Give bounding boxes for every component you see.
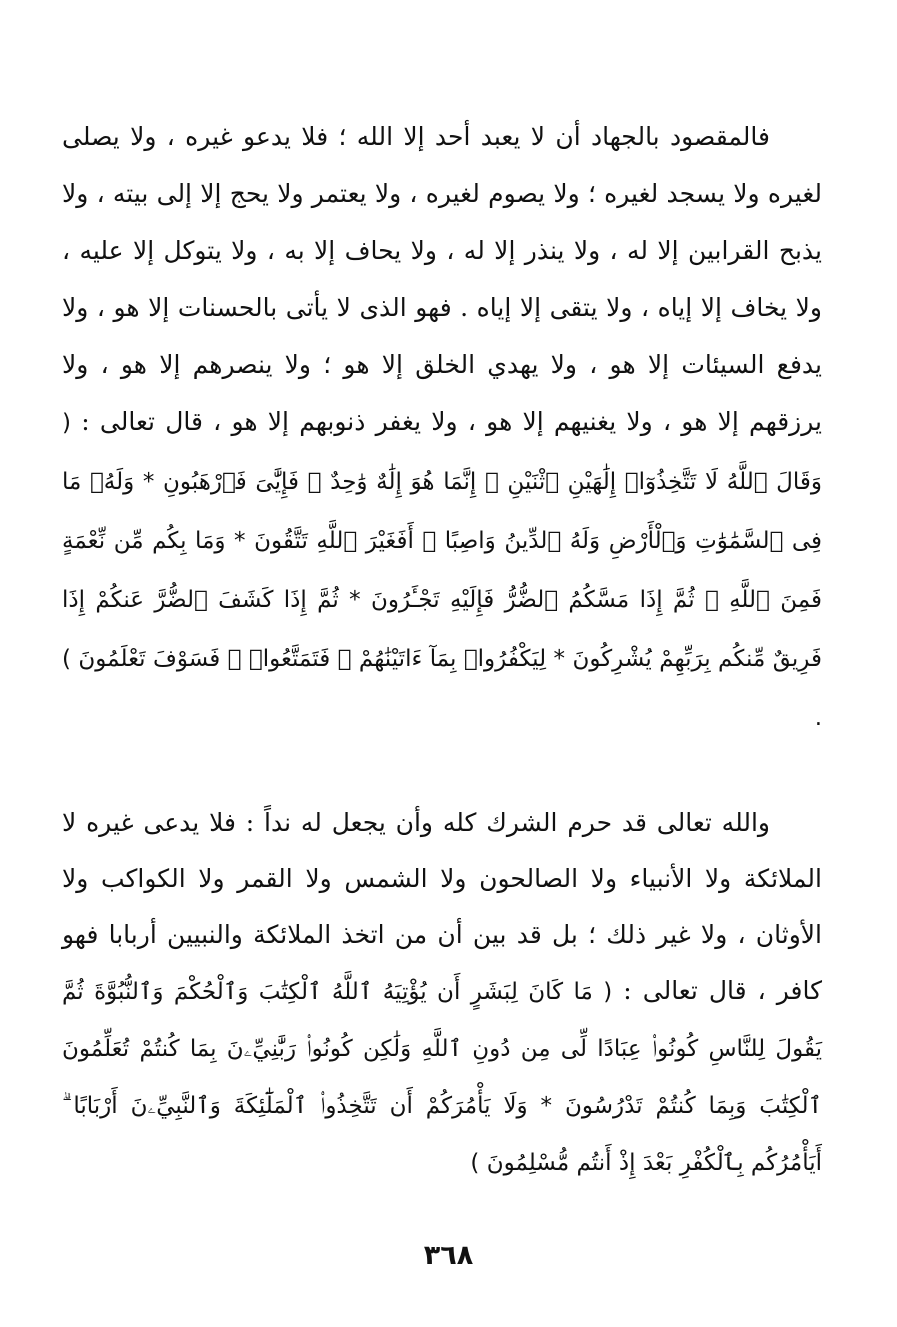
paragraph-1-text	[62, 108, 822, 747]
paragraph-1-prose: فالمقصود بالجهاد أن لا يعبد أحد إلا الله ؛ فلا يدعو غيره ، ولا يصلى لغيره ولا يسجد لغيره ؛ ولا يصوم لغيره ، ولا يعتمر ولا يحج إلا إلى بيته ، ولا يذبح القرابين إلا له ، ولا ينذر إلا له ، ولا يحاف إلا به ، ولا يتوكل إلا عليه ، ولا يخاف إلا إياه ، ولا يتقى إلا إياه . فهو الذى لا يأتى بالحسنات إلا هو ، ولا يدفع السيئات إلا هو ، ولا يهدي الخلق إلا هو ؛ ولا ينصرهم إلا هو ، ولا يرزقهم إلا هو ، ولا يغنيهم إلا هو ، ولا يغفر ذنوبهم إلا هو ، قال تعالى :	[62, 122, 822, 436]
paragraph-2-quran-verse: ( مَا كَانَ لِبَشَرٍ أَن يُؤْتِيَهُ ٱللَّهُ ٱلْكِتَٰبَ وَٱلْحُكْمَ وَٱلنُّبُوَّةَ ثُمَّ يَقُولَ لِلنَّاسِ كُونُوا۟ عِبَادًا لِّى مِن دُونِ ٱللَّهِ وَلَٰكِن كُونُوا۟ رَبَّٰنِيِّۦنَ بِمَا كُنتُمْ تُعَلِّمُونَ ٱلْكِتَٰبَ وَبِمَا كُنتُمْ تَدْرُسُونَ * وَلَا يَأْمُرَكُمْ أَن تَتَّخِذُوا۟ ٱلْمَلَٰٓئِكَةَ وَٱلنَّبِيِّۦنَ أَرْبَابًا ۗ أَيَأْمُرُكُم بِٱلْكُفْرِ بَعْدَ إِذْ أَنتُم مُّسْلِمُونَ )	[62, 979, 822, 1176]
paragraph-1-quran-verse: ( وَقَالَ ٱللَّهُ لَا تَتَّخِذُوٓا۟ إِلَٰهَيْنِ ٱثْنَيْنِ ۖ إِنَّمَا هُوَ إِلَٰهٌ وَٰحِدٌ ۖ فَإِيَّٰىَ فَٱرْهَبُونِ * وَلَهُۥ مَا فِى ٱلسَّمَٰوَٰتِ وَٱلْأَرْضِ وَلَهُ ٱلدِّينُ وَاصِبًا ۚ أَفَغَيْرَ ٱللَّهِ تَتَّقُونَ * وَمَا بِكُم مِّن نِّعْمَةٍ فَمِنَ ٱللَّهِ ۖ ثُمَّ إِذَا مَسَّكُمُ ٱلضُّرُّ فَإِلَيْهِ تَجْـَٔرُونَ * ثُمَّ إِذَا كَشَفَ ٱلضُّرَّ عَنكُمْ إِذَا فَرِيقٌ مِّنكُم بِرَبِّهِمْ يُشْرِكُونَ * لِيَكْفُرُوا۟ بِمَآ ءَاتَيْنَٰهُمْ ۚ فَتَمَتَّعُوا۟ ۖ فَسَوْفَ تَعْلَمُونَ ) .	[62, 410, 822, 731]
paragraph-2	[62, 795, 822, 1191]
paragraph-1	[62, 108, 822, 747]
page-number: ٣٦٨	[423, 1240, 474, 1271]
paragraph-2-text	[62, 795, 822, 1191]
paragraph-2-prose: والله تعالى قد حرم الشرك كله وأن يجعل له نداً : فلا يدعى غيره لا الملائكة ولا الأنبياء ولا الصالحون ولا الشمس ولا القمر ولا الكواكب ولا الأوثان ، ولا غير ذلك ؛ بل قد بين أن من اتخذ الملائكة والنبيين أربابا فهو كافر ، قال تعالى :	[62, 808, 822, 1005]
